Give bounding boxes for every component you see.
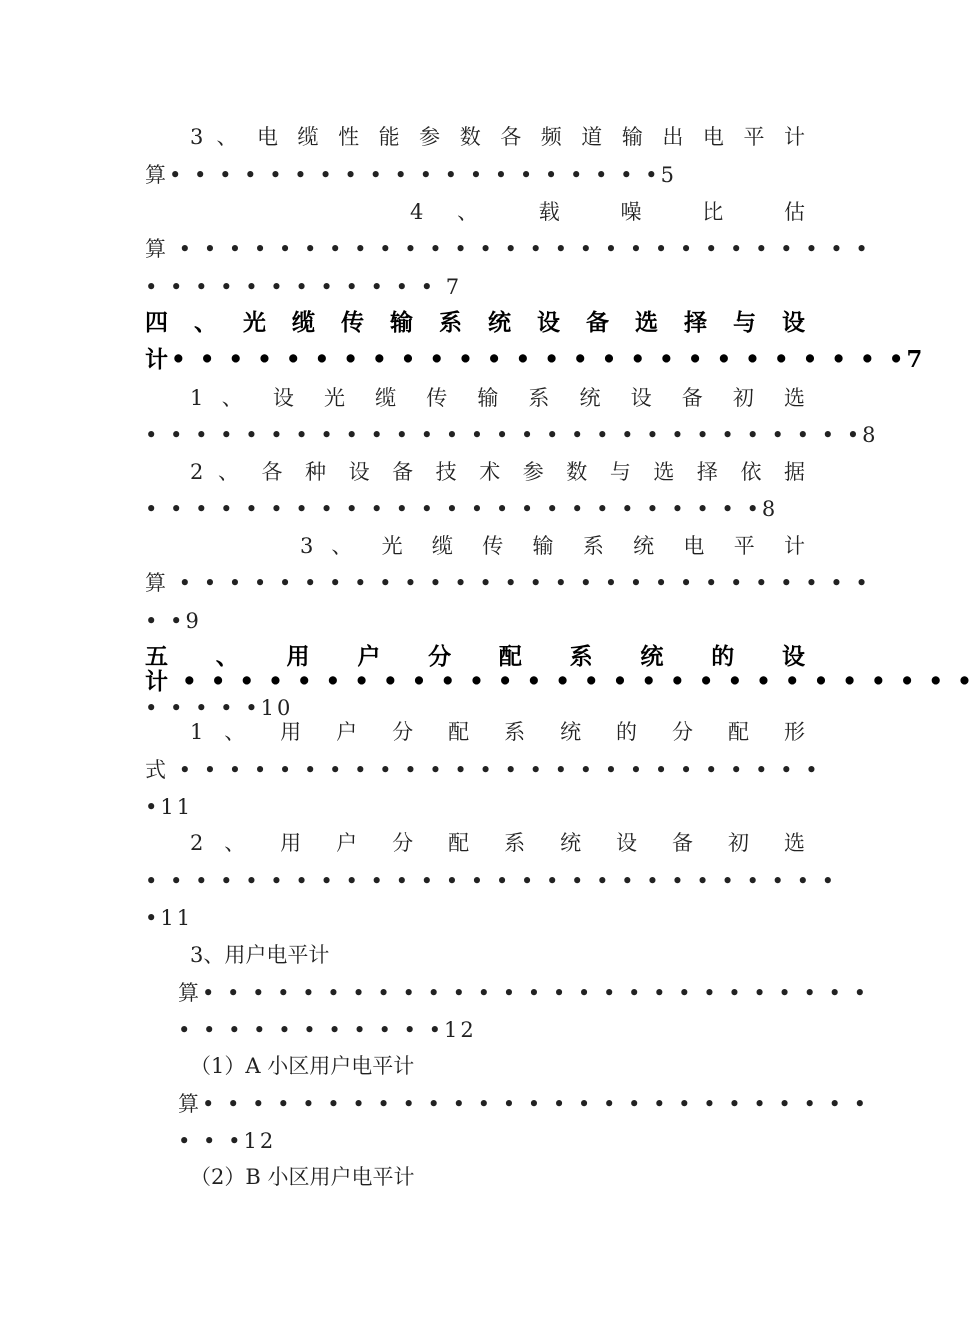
toc-line: 算 • • • • • • • • • • • • • • • • • • • • • • • • • • • •: [145, 237, 871, 261]
toc-line: •11: [145, 906, 194, 930]
toc-line: 1 、 设 光 缆 传 输 系 统 设 备 初 选: [190, 386, 805, 410]
toc-heading: 四 、 光 缆 传 输 系 统 设 备 选 择 与 设: [145, 309, 805, 336]
toc-line: • • • • • • • • • • • • • • • • • • • • • • • • •8: [145, 497, 779, 521]
toc-line: 3 、 光 缆 传 输 系 统 电 平 计: [300, 534, 805, 558]
toc-line: • • • • • • • • • • • • 7: [145, 275, 463, 299]
toc-line: 1 、 用 户 分 配 系 统 的 分 配 形: [190, 720, 805, 744]
toc-line: 式 • • • • • • • • • • • • • • • • • • • • • • • • • •: [145, 758, 821, 782]
toc-line: •11: [145, 795, 194, 819]
toc-line: • • • • • • • • • • • • • • • • • • • • • • • • • • • •: [145, 869, 838, 893]
toc-line: • • • • • • • • • • •12: [178, 1018, 477, 1042]
toc-line: 2 、 各 种 设 备 技 术 参 数 与 选 择 依 据: [190, 460, 805, 484]
toc-heading: 计 • • • • • • • • • • • • • • • • • • • • • • • • • • • •: [145, 668, 975, 695]
toc-heading: 计• • • • • • • • • • • • • • • • • • • • • • • • • •7: [145, 346, 926, 373]
toc-heading: 五 、 用 户 分 配 系 统 的 设: [145, 643, 805, 670]
toc-line: • • •12: [178, 1129, 277, 1153]
toc-line: 3 、 电 缆 性 能 参 数 各 频 道 输 出 电 平 计: [190, 125, 805, 149]
toc-line: 2 、 用 户 分 配 系 统 设 备 初 选: [190, 831, 805, 855]
toc-line: 算• • • • • • • • • • • • • • • • • • • •5: [145, 163, 677, 187]
toc-line: 4 、 载 噪 比 估: [410, 200, 805, 224]
toc-line: • • • • • • • • • • • • • • • • • • • • • • • • • • • • •8: [145, 423, 879, 447]
toc-line: • •9: [145, 609, 202, 633]
toc-line: 算 • • • • • • • • • • • • • • • • • • • • • • • • • • • •: [145, 571, 871, 595]
toc-line: 算• • • • • • • • • • • • • • • • • • • • • • • • • • •: [178, 981, 869, 1005]
toc-line: （1）A 小区用户电平计: [190, 1054, 415, 1078]
toc-line: 算• • • • • • • • • • • • • • • • • • • • • • • • • • •: [178, 1092, 869, 1116]
toc-line: （2）B 小区用户电平计: [190, 1165, 415, 1189]
toc-line: • • • • •10: [145, 696, 294, 720]
toc-line: 3、用户电平计: [190, 943, 330, 967]
